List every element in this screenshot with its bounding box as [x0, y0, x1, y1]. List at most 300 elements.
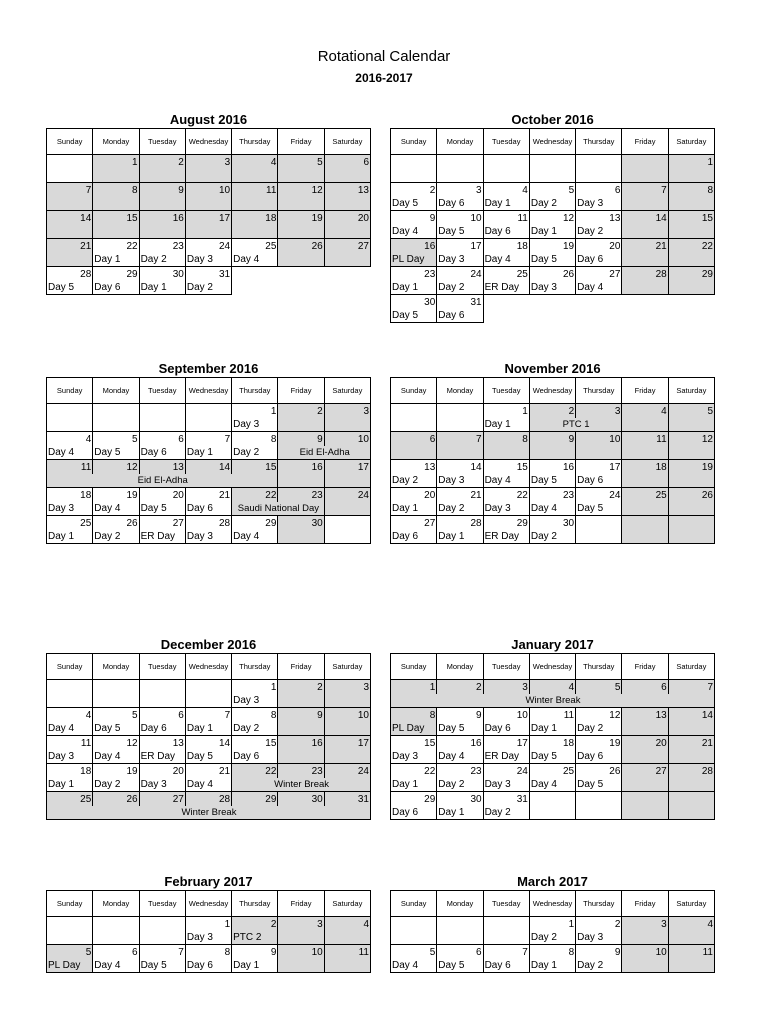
day-number: 6 — [324, 155, 370, 170]
day-number: 6 — [391, 432, 437, 447]
day-number: 22 — [232, 764, 278, 779]
day-label: Day 4 — [47, 722, 93, 736]
day-label: Day 2 — [437, 502, 483, 516]
day-label: Day 4 — [483, 253, 529, 267]
day-number: 13 — [324, 183, 370, 198]
day-label — [668, 474, 714, 488]
day-label — [622, 225, 668, 239]
day-label — [437, 418, 483, 432]
day-label — [324, 197, 370, 211]
day-label — [324, 931, 370, 945]
day-label — [93, 418, 139, 432]
day-number: 20 — [324, 211, 370, 226]
day-number — [47, 404, 93, 419]
blank-cell — [622, 309, 668, 323]
day-label: Day 2 — [232, 722, 278, 736]
weekday-header: Wednesday — [185, 129, 231, 155]
day-label: Day 2 — [185, 281, 231, 295]
day-number: 22 — [93, 239, 139, 254]
day-number: 18 — [47, 488, 93, 503]
day-number: 18 — [622, 460, 668, 475]
day-label: Day 1 — [47, 778, 93, 792]
event-label: Winter Break — [47, 806, 371, 820]
day-label: Day 3 — [391, 750, 437, 764]
day-number: 2 — [529, 404, 575, 419]
day-label — [278, 225, 324, 239]
day-label — [232, 197, 278, 211]
day-number — [47, 155, 93, 170]
day-label — [324, 959, 370, 973]
weekday-header: Tuesday — [483, 378, 529, 404]
day-number: 2 — [437, 680, 483, 695]
day-number: 17 — [185, 211, 231, 226]
day-number: 6 — [576, 183, 622, 198]
weekday-header: Friday — [622, 891, 668, 917]
day-label: Day 2 — [529, 931, 575, 945]
day-label: Day 6 — [437, 197, 483, 211]
day-number: 9 — [139, 183, 185, 198]
weekday-header: Thursday — [232, 378, 278, 404]
day-number: 6 — [139, 708, 185, 723]
day-number — [185, 680, 231, 695]
day-label: Day 6 — [576, 750, 622, 764]
day-number: 17 — [576, 460, 622, 475]
day-label: Day 3 — [483, 502, 529, 516]
day-number: 26 — [576, 764, 622, 779]
day-number: 1 — [232, 680, 278, 695]
weekday-header: Thursday — [576, 891, 622, 917]
day-number: 12 — [529, 211, 575, 226]
blank-cell — [232, 281, 278, 295]
day-number: 26 — [278, 239, 324, 254]
day-label: Day 5 — [47, 281, 93, 295]
weekday-header: Monday — [437, 654, 483, 680]
day-number: 8 — [668, 183, 714, 198]
day-number: 23 — [278, 764, 324, 779]
day-label: Day 5 — [437, 959, 483, 973]
day-number: 19 — [529, 239, 575, 254]
day-label: Day 4 — [47, 446, 93, 460]
day-label: PL Day — [47, 959, 93, 973]
day-number: 27 — [391, 516, 437, 531]
day-label — [576, 806, 622, 820]
day-label — [529, 806, 575, 820]
day-label: Day 5 — [185, 750, 231, 764]
weekday-header: Friday — [278, 654, 324, 680]
day-label: Day 1 — [47, 530, 93, 544]
day-label — [668, 418, 714, 432]
month-table — [390, 890, 715, 973]
day-label — [47, 694, 93, 708]
day-number — [529, 792, 575, 807]
day-label — [278, 722, 324, 736]
weekday-header: Friday — [622, 129, 668, 155]
day-label — [622, 446, 668, 460]
weekday-header: Wednesday — [529, 129, 575, 155]
weekday-header: Wednesday — [185, 891, 231, 917]
day-label: Day 3 — [139, 778, 185, 792]
day-number — [668, 516, 714, 531]
day-label — [47, 225, 93, 239]
day-number: 27 — [622, 764, 668, 779]
day-number: 9 — [278, 432, 324, 447]
day-label: Day 5 — [529, 253, 575, 267]
day-number — [576, 792, 622, 807]
day-number: 31 — [483, 792, 529, 807]
day-label — [185, 169, 231, 183]
day-number: 12 — [93, 736, 139, 751]
day-label — [622, 722, 668, 736]
day-label — [668, 169, 714, 183]
day-number: 23 — [278, 488, 324, 503]
day-label — [483, 931, 529, 945]
day-number: 15 — [483, 460, 529, 475]
day-number: 28 — [622, 267, 668, 282]
day-label: Day 3 — [47, 750, 93, 764]
day-label: Day 5 — [437, 722, 483, 736]
day-number — [622, 792, 668, 807]
weekday-header: Saturday — [324, 654, 370, 680]
day-number: 23 — [529, 488, 575, 503]
day-number: 13 — [622, 708, 668, 723]
day-number — [668, 792, 714, 807]
day-label — [668, 806, 714, 820]
day-label — [139, 169, 185, 183]
month-table — [390, 128, 715, 323]
day-number — [139, 680, 185, 695]
day-label: Day 1 — [529, 722, 575, 736]
day-number: 10 — [324, 432, 370, 447]
day-label: Day 1 — [483, 197, 529, 211]
day-label: Day 3 — [232, 694, 278, 708]
day-label — [93, 225, 139, 239]
weekday-header: Wednesday — [529, 654, 575, 680]
weekday-header: Saturday — [668, 891, 714, 917]
day-label — [47, 253, 93, 267]
day-label — [232, 225, 278, 239]
day-label — [278, 474, 324, 488]
day-number: 28 — [437, 516, 483, 531]
day-number: 27 — [324, 239, 370, 254]
day-number: 29 — [483, 516, 529, 531]
day-number: 29 — [391, 792, 437, 807]
day-number: 25 — [232, 239, 278, 254]
day-label: PL Day — [391, 253, 437, 267]
day-label: Day 3 — [185, 931, 231, 945]
weekday-header: Saturday — [668, 378, 714, 404]
day-label — [324, 418, 370, 432]
day-label: Day 5 — [437, 225, 483, 239]
day-number: 13 — [139, 460, 185, 475]
day-label — [278, 694, 324, 708]
weekday-header: Saturday — [324, 378, 370, 404]
day-label: Day 5 — [529, 474, 575, 488]
day-number — [47, 917, 93, 932]
day-number: 13 — [576, 211, 622, 226]
day-number — [622, 516, 668, 531]
day-number: 3 — [324, 680, 370, 695]
day-number: 3 — [576, 404, 622, 419]
day-number: 18 — [47, 764, 93, 779]
day-label — [139, 225, 185, 239]
day-number: 25 — [483, 267, 529, 282]
day-number: 28 — [185, 516, 231, 531]
weekday-header: Sunday — [391, 378, 437, 404]
day-number: 9 — [576, 945, 622, 960]
day-label — [622, 778, 668, 792]
month-title: February 2017 — [164, 874, 253, 889]
day-label — [391, 931, 437, 945]
day-number: 19 — [93, 488, 139, 503]
day-label: Day 4 — [483, 474, 529, 488]
day-number: 16 — [278, 736, 324, 751]
day-number: 18 — [232, 211, 278, 226]
day-number — [576, 155, 622, 170]
day-label: Day 6 — [576, 474, 622, 488]
day-label — [576, 169, 622, 183]
day-label: Day 6 — [139, 446, 185, 460]
day-label — [139, 694, 185, 708]
day-number — [391, 404, 437, 419]
weekday-header: Friday — [622, 378, 668, 404]
day-label: Day 4 — [529, 502, 575, 516]
day-number: 6 — [622, 680, 668, 695]
day-label: Day 4 — [391, 225, 437, 239]
day-label: Day 2 — [437, 778, 483, 792]
weekday-header: Monday — [93, 129, 139, 155]
day-label — [278, 169, 324, 183]
day-label: ER Day — [483, 750, 529, 764]
day-label — [391, 446, 437, 460]
event-label: Winter Break — [391, 694, 715, 708]
day-label — [278, 418, 324, 432]
day-label — [622, 959, 668, 973]
day-label: Day 1 — [185, 446, 231, 460]
day-label — [668, 197, 714, 211]
day-number — [437, 917, 483, 932]
weekday-header: Saturday — [324, 129, 370, 155]
day-label: Day 3 — [576, 197, 622, 211]
day-label — [529, 446, 575, 460]
day-number: 31 — [324, 792, 370, 807]
day-label — [324, 530, 370, 544]
day-number: 31 — [437, 295, 483, 310]
day-number — [324, 516, 370, 531]
day-number: 14 — [185, 736, 231, 751]
weekday-header: Sunday — [391, 129, 437, 155]
day-number: 26 — [668, 488, 714, 503]
day-label: Day 6 — [483, 959, 529, 973]
day-label: Day 1 — [391, 778, 437, 792]
day-label: Day 2 — [576, 959, 622, 973]
day-number — [93, 404, 139, 419]
day-label: Day 1 — [483, 418, 529, 432]
day-number: 25 — [529, 764, 575, 779]
day-number: 9 — [278, 708, 324, 723]
blank-cell — [278, 281, 324, 295]
day-number: 24 — [437, 267, 483, 282]
day-number: 7 — [185, 708, 231, 723]
day-label: Day 5 — [391, 197, 437, 211]
day-label: Day 1 — [232, 959, 278, 973]
day-label: Day 3 — [483, 778, 529, 792]
day-label: Day 2 — [529, 530, 575, 544]
day-number: 12 — [576, 708, 622, 723]
day-label — [93, 169, 139, 183]
day-label — [93, 931, 139, 945]
day-number — [437, 404, 483, 419]
day-number — [437, 155, 483, 170]
day-number: 20 — [139, 764, 185, 779]
day-label — [47, 169, 93, 183]
day-number: 3 — [483, 680, 529, 695]
day-number — [139, 917, 185, 932]
month-table — [390, 377, 715, 544]
month-calendar — [390, 112, 715, 323]
day-number: 21 — [185, 764, 231, 779]
day-number: 28 — [185, 792, 231, 807]
day-number: 24 — [185, 239, 231, 254]
day-number — [391, 917, 437, 932]
day-number: 8 — [232, 708, 278, 723]
day-label — [324, 722, 370, 736]
day-label: Day 5 — [576, 778, 622, 792]
day-number: 21 — [47, 239, 93, 254]
day-label: Day 6 — [93, 281, 139, 295]
day-label — [622, 530, 668, 544]
day-label: Day 2 — [576, 722, 622, 736]
day-number: 11 — [483, 211, 529, 226]
day-number: 9 — [437, 708, 483, 723]
day-number: 1 — [391, 680, 437, 695]
day-number: 2 — [278, 680, 324, 695]
day-label — [622, 169, 668, 183]
day-number: 24 — [324, 488, 370, 503]
day-label: Day 2 — [483, 806, 529, 820]
day-label: Day 6 — [483, 225, 529, 239]
day-label: Day 1 — [529, 959, 575, 973]
weekday-header: Thursday — [232, 891, 278, 917]
day-number: 5 — [47, 945, 93, 960]
day-number: 16 — [437, 736, 483, 751]
day-number: 2 — [278, 404, 324, 419]
day-number: 25 — [47, 516, 93, 531]
day-number: 7 — [622, 183, 668, 198]
day-label — [324, 502, 370, 516]
day-label — [278, 197, 324, 211]
day-label: Day 3 — [529, 281, 575, 295]
day-number: 11 — [668, 945, 714, 960]
day-label — [576, 530, 622, 544]
day-number: 17 — [324, 460, 370, 475]
weekday-header: Monday — [93, 654, 139, 680]
day-number: 8 — [529, 945, 575, 960]
day-number: 2 — [232, 917, 278, 932]
day-label: Day 3 — [437, 253, 483, 267]
day-number: 5 — [576, 680, 622, 695]
day-number: 3 — [278, 917, 324, 932]
day-number: 7 — [47, 183, 93, 198]
blank-cell — [529, 309, 575, 323]
day-number: 23 — [391, 267, 437, 282]
day-number: 5 — [391, 945, 437, 960]
day-number: 20 — [622, 736, 668, 751]
day-number: 6 — [437, 945, 483, 960]
weekday-header: Sunday — [47, 654, 93, 680]
day-label — [622, 750, 668, 764]
weekday-header: Monday — [93, 378, 139, 404]
weekday-header: Friday — [278, 891, 324, 917]
blank-cell — [622, 295, 668, 310]
day-label — [668, 778, 714, 792]
day-label — [324, 225, 370, 239]
day-label — [232, 169, 278, 183]
weekday-header: Thursday — [576, 129, 622, 155]
day-number: 30 — [139, 267, 185, 282]
weekday-header: Sunday — [47, 378, 93, 404]
day-number: 30 — [529, 516, 575, 531]
day-label: Day 3 — [185, 530, 231, 544]
day-label: ER Day — [139, 530, 185, 544]
day-number: 15 — [668, 211, 714, 226]
day-label: ER Day — [483, 530, 529, 544]
day-label: Day 5 — [529, 750, 575, 764]
day-label — [483, 446, 529, 460]
day-number: 25 — [622, 488, 668, 503]
day-number: 15 — [391, 736, 437, 751]
day-number: 11 — [324, 945, 370, 960]
day-number: 5 — [93, 432, 139, 447]
blank-cell — [324, 281, 370, 295]
weekday-header: Tuesday — [483, 129, 529, 155]
day-number: 3 — [185, 155, 231, 170]
day-number: 12 — [668, 432, 714, 447]
day-number: 22 — [668, 239, 714, 254]
weekday-header: Sunday — [391, 891, 437, 917]
day-number: 8 — [232, 432, 278, 447]
day-number: 26 — [93, 516, 139, 531]
day-label — [668, 959, 714, 973]
day-label: Day 3 — [576, 931, 622, 945]
day-number: 6 — [139, 432, 185, 447]
day-number: 7 — [483, 945, 529, 960]
weekday-header: Saturday — [324, 891, 370, 917]
month-title: August 2016 — [169, 112, 248, 127]
day-number: 17 — [324, 736, 370, 751]
day-label — [324, 169, 370, 183]
blank-cell — [278, 267, 324, 282]
month-table — [46, 653, 371, 820]
day-label: Day 2 — [576, 225, 622, 239]
day-number: 15 — [232, 460, 278, 475]
day-label: Day 4 — [391, 959, 437, 973]
day-number: 13 — [391, 460, 437, 475]
day-number — [47, 680, 93, 695]
day-number: 29 — [232, 516, 278, 531]
day-number: 12 — [93, 460, 139, 475]
day-number: 10 — [622, 945, 668, 960]
day-number: 14 — [47, 211, 93, 226]
day-number: 12 — [278, 183, 324, 198]
day-number: 30 — [278, 792, 324, 807]
month-calendar — [390, 637, 715, 820]
day-number: 21 — [668, 736, 714, 751]
day-label — [185, 197, 231, 211]
day-label — [278, 931, 324, 945]
day-label: Day 2 — [232, 446, 278, 460]
day-label: Day 3 — [185, 253, 231, 267]
day-number: 5 — [278, 155, 324, 170]
